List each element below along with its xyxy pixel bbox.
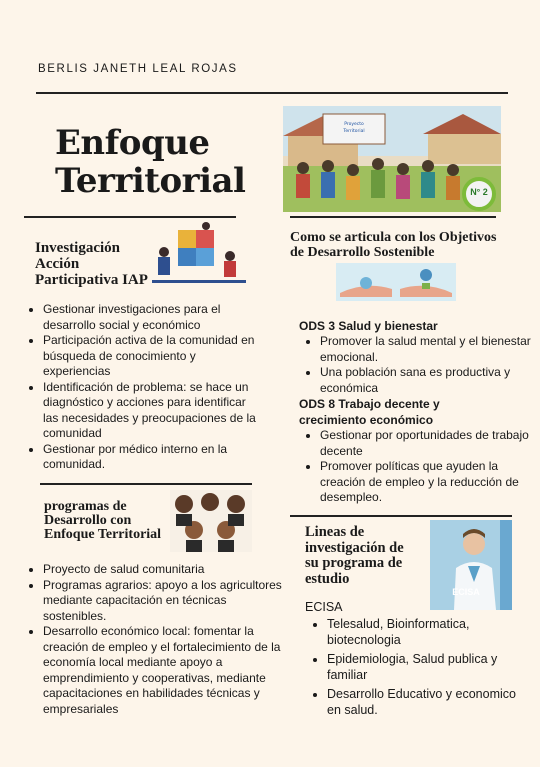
iap-heading-line-3: Participativa IAP — [35, 272, 148, 288]
list-item: • Una población sana es productiva y económica — [320, 365, 535, 396]
svg-text:Proyecto: Proyecto — [344, 122, 364, 127]
list-item: • Desarrollo Educativo y economico en salud. — [327, 686, 532, 718]
list-item: • Identificación de problema: se hace un diagnóstico y acciones para identificar las necesidades y preocupaciones de la comunidad — [43, 380, 261, 442]
iap-list — [23, 302, 261, 473]
list-item: • Gestionar investigaciones para el desarrollo social y económico — [43, 302, 261, 333]
lineas-divider — [290, 515, 512, 517]
ods8-list — [300, 428, 530, 506]
lineas-heading-line-2: investigación de — [305, 539, 404, 556]
accent-bar — [500, 520, 512, 610]
list-item: • Promover políticas que ayuden la creación de empleo y la reducción de desempleo. — [320, 459, 530, 506]
lineas-heading-line-4: estudio — [305, 570, 350, 587]
list-item: • Promover la salud mental y el bienestar emocional. — [320, 334, 535, 365]
list-item: • Gestionar por médico interno en la comunidad. — [43, 442, 261, 473]
author-name: BERLIS JANETH LEAL ROJAS — [38, 63, 238, 75]
ods-top-divider — [290, 216, 496, 218]
list-item: • Desarrollo económico local: fomentar la creación de empleo y el fortalecimiento de la economía local mediante apoyo a emprendimiento y cooperativas, mediante capacitaciones en habilidades técnicas y empresariales — [43, 624, 283, 717]
ods3-title: ODS 3 Salud y bienestar — [299, 319, 438, 333]
iap-heading-line-2: Acción — [35, 256, 80, 272]
programas-heading — [44, 500, 174, 542]
list-item: • Participación activa de la comunidad en búsqueda de conocimiento y experiencias — [43, 333, 261, 380]
programas-list — [23, 562, 283, 717]
programas-heading-line-1: programas de — [44, 499, 127, 514]
diverse-people-illustration — [170, 490, 252, 552]
ods-heading — [290, 230, 520, 260]
programas-heading-line-2: Desarrollo con — [44, 513, 132, 528]
iap-heading — [35, 240, 160, 288]
title-line-1: Enfoque — [55, 123, 210, 163]
ecisa-image-label: ECISA — [452, 587, 480, 597]
ods8-title: ODS 8 Trabajo decente y crecimiento económico — [299, 397, 440, 427]
svg-text:Territorial: Territorial — [343, 129, 365, 134]
title-line-2: Territorial — [55, 161, 246, 201]
ods-heading-line-2: de Desarrollo Sostenible — [290, 245, 435, 260]
iap-heading-line-1: Investigación — [35, 240, 121, 256]
title-divider — [24, 216, 236, 218]
list-item: • Epidemiologia, Salud publica y familiar — [327, 651, 532, 683]
programas-heading-line-3: Enfoque Territorial — [44, 527, 162, 542]
number-badge: N° 2 — [470, 187, 488, 197]
lineas-heading — [305, 525, 430, 587]
ods-heading-line-1: Como se articula con los Objetivos — [290, 230, 497, 245]
lineas-list — [307, 616, 532, 718]
programas-divider — [40, 483, 252, 485]
hands-earth-illustration — [336, 263, 456, 301]
lineas-heading-line-3: su programa de — [305, 555, 403, 571]
list-item: • Programas agrarios: apoyo a los agricultores mediante capacitación en técnicas sostenibles. — [43, 578, 283, 625]
page-title — [55, 124, 245, 200]
list-item: • Proyecto de salud comunitaria — [43, 562, 283, 578]
ods3-list — [300, 334, 535, 396]
list-item: • Telesalud, Bioinformatica, biotecnologia — [327, 616, 532, 648]
list-item: • Gestionar por oportunidades de trabajo decente — [320, 428, 530, 459]
lineas-heading-line-1: Lineas de — [305, 524, 365, 540]
org-name: ECISA — [305, 600, 343, 614]
community-meeting-illustration — [283, 106, 501, 212]
doctor-photo — [430, 520, 502, 610]
puzzle-team-illustration — [152, 222, 246, 286]
header-divider — [36, 92, 508, 94]
